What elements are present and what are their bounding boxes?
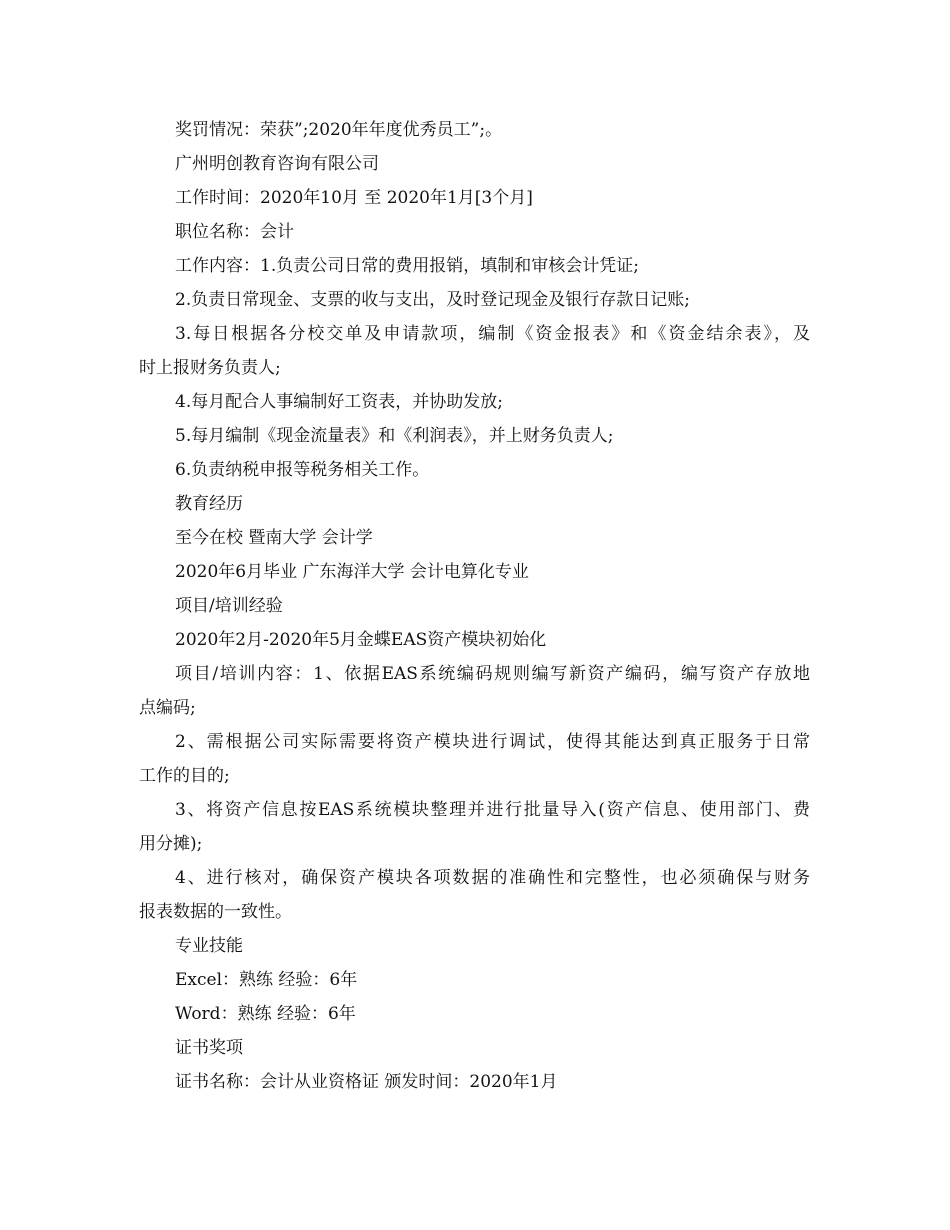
project-content-4: 4、进行核对，确保资产模块各项数据的准确性和完整性，也必须确保与财务 — [175, 868, 810, 888]
project-title: 2020年2月-2020年5月金蝶EAS资产模块初始化 — [175, 630, 547, 650]
project-content-4-cont: 报表数据的一致性。 — [139, 902, 292, 922]
skills-heading: 专业技能 — [175, 936, 243, 956]
project-content-2: 2、需根据公司实际需要将资产模块进行调试，使得其能达到真正服务于日常 — [175, 732, 810, 752]
project-content-1-cont: 点编码; — [139, 698, 196, 718]
education-item-1: 至今在校 暨南大学 会计学 — [175, 528, 373, 548]
certificate-item: 证书名称：会计从业资格证 颁发时间：2020年1月 — [175, 1072, 558, 1092]
skill-excel: Excel：熟练 经验：6年 — [175, 970, 358, 990]
work-period: 工作时间：2020年10月 至 2020年1月[3个月] — [175, 188, 533, 208]
certificates-heading: 证书奖项 — [175, 1038, 243, 1058]
duty-item-3-cont: 时上报财务负责人; — [139, 358, 281, 378]
duty-item-5: 5.每月编制《现金流量表》和《利润表》，并上财务负责人; — [175, 426, 614, 446]
education-item-2: 2020年6月毕业 广东海洋大学 会计电算化专业 — [175, 562, 529, 582]
skill-word: Word：熟练 经验：6年 — [175, 1004, 356, 1024]
project-heading: 项目/培训经验 — [175, 596, 283, 616]
duty-item-3: 3.每日根据各分校交单及申请款项，编制《资金报表》和《资金结余表》，及 — [175, 324, 810, 344]
company-name: 广州明创教育咨询有限公司 — [175, 154, 379, 174]
project-content-3-cont: 用分摊); — [139, 834, 203, 854]
job-title: 职位名称：会计 — [175, 222, 294, 242]
duty-item-4: 4.每月配合人事编制好工资表，并协助发放; — [175, 392, 503, 412]
duty-item-6: 6.负责纳税申报等税务相关工作。 — [175, 460, 430, 480]
duty-item-1: 工作内容：1.负责公司日常的费用报销，填制和审核会计凭证; — [175, 256, 639, 276]
project-content-3: 3、将资产信息按EAS系统模块整理并进行批量导入(资产信息、使用部门、费 — [175, 800, 810, 820]
duty-item-2: 2.负责日常现金、支票的收与支出，及时登记现金及银行存款日记账; — [175, 290, 690, 310]
education-heading: 教育经历 — [175, 494, 243, 514]
project-content-1: 项目/培训内容：1、依据EAS系统编码规则编写新资产编码，编写资产存放地 — [175, 664, 810, 684]
project-content-2-cont: 工作的目的; — [139, 766, 230, 786]
awards-line: 奖罚情况：荣获”;2020年年度优秀员工”;。 — [175, 120, 503, 140]
